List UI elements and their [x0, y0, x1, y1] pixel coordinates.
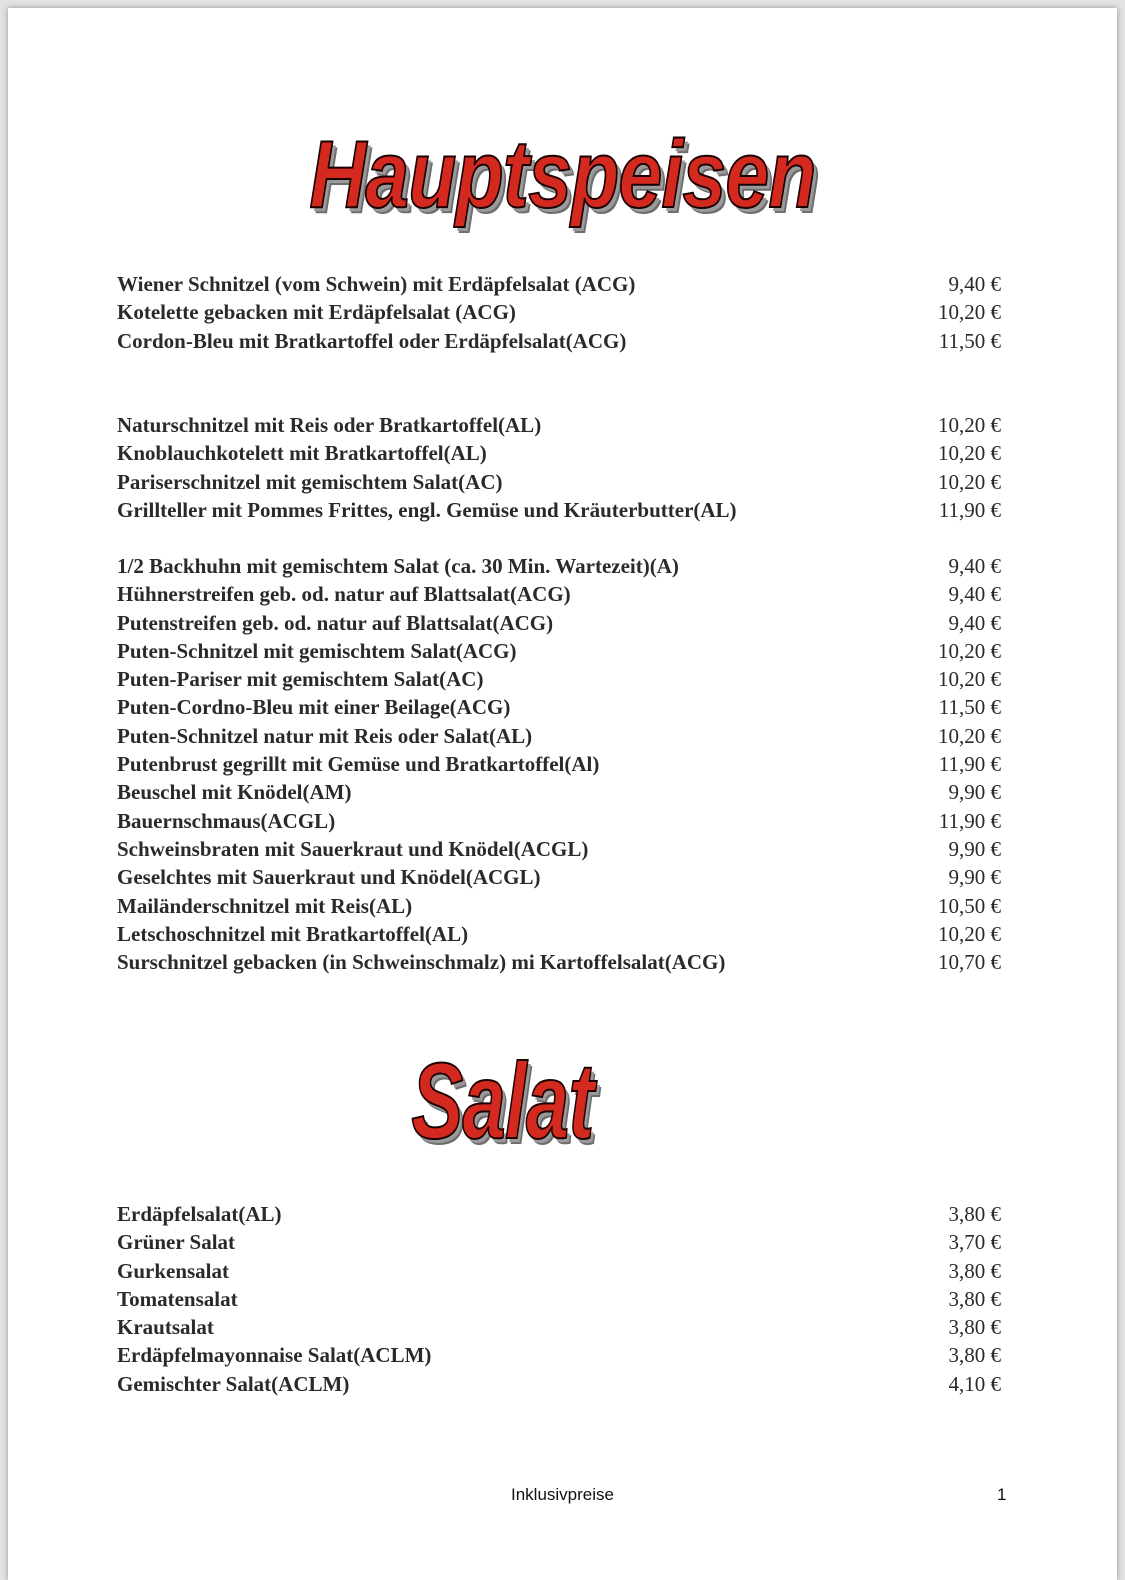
menu-item-name: Erdäpfelsalat(AL) [117, 1202, 282, 1226]
menu-item [117, 1315, 1001, 1343]
menu-item-price: 10,20 € [938, 300, 1001, 325]
menu-item-price: 3,80 € [948, 1343, 1001, 1368]
menu-item [117, 413, 1001, 441]
menu-item [117, 582, 1001, 610]
menu-item-name: 1/2 Backhuhn mit gemischtem Salat (ca. 30 Min. Wartezeit)(A) [117, 554, 679, 578]
menu-item-price: 10,20 € [938, 441, 1001, 466]
menu-item-name: Letschoschnitzel mit Bratkartoffel(AL) [117, 921, 469, 946]
menu-item-name: Beuschel mit Knödel(AM) [117, 780, 352, 805]
menu-item [117, 300, 1001, 328]
page-number: 1 [997, 1485, 1007, 1504]
menu-item [117, 695, 1001, 723]
menu-item [117, 837, 1001, 865]
menu-item [117, 1259, 1001, 1287]
menu-item-name: Puten-Schnitzel natur mit Reis oder Salat(AL) [117, 723, 533, 748]
menu-item-name: Gemischter Salat(ACLM) [117, 1371, 350, 1396]
menu-item-price: 9,40 € [948, 610, 1001, 635]
menu-item [117, 441, 1001, 469]
menu-item-price: 10,50 € [938, 893, 1001, 918]
menu-item-name: Putenbrust gegrillt mit Gemüse und Bratkartoffel(Al) [117, 752, 600, 777]
menu-item [117, 272, 1001, 300]
menu-group-natur [117, 413, 1001, 526]
menu-item-price: 3,80 € [948, 1258, 1001, 1283]
menu-item [117, 1343, 1001, 1371]
menu-item [117, 922, 1001, 950]
menu-item [117, 639, 1001, 667]
menu-item-name: Krautsalat [117, 1315, 214, 1340]
menu-item-price: 10,20 € [938, 469, 1001, 494]
menu-item [117, 611, 1001, 639]
menu-item-price: 3,80 € [948, 1202, 1001, 1226]
heading-salat: Salat [411, 1040, 594, 1161]
footer-note: Inklusivpreise [511, 1485, 614, 1504]
menu-item-price: 9,40 € [948, 554, 1001, 578]
menu-item-price: 3,80 € [948, 1286, 1001, 1311]
menu-item-price: 3,80 € [948, 1315, 1001, 1340]
menu-item [117, 780, 1001, 808]
menu-item-name: Pariserschnitzel mit gemischtem Salat(AC) [117, 469, 503, 494]
menu-item-price: 10,20 € [938, 667, 1001, 692]
menu-item-price: 11,50 € [938, 328, 1001, 353]
menu-item [117, 498, 1001, 526]
menu-item-name: Gurkensalat [117, 1258, 230, 1283]
menu-item [117, 894, 1001, 922]
menu-item-name: Puten-Cordno-Bleu mit einer Beilage(ACG) [117, 695, 511, 720]
menu-item [117, 554, 1001, 582]
menu-item-price: 11,50 € [938, 695, 1001, 720]
menu-item-price: 10,20 € [938, 413, 1001, 437]
menu-item-price: 10,70 € [938, 950, 1001, 975]
menu-item-name: Surschnitzel gebacken (in Schweinschmalz) mi Kartoffelsalat(ACG) [117, 950, 726, 975]
menu-item-price: 4,10 € [948, 1371, 1001, 1396]
menu-item-name: Naturschnitzel mit Reis oder Bratkartoffel(AL) [117, 413, 542, 437]
menu-item-price: 10,20 € [938, 723, 1001, 748]
menu-item [117, 724, 1001, 752]
menu-item-price: 3,70 € [948, 1230, 1001, 1255]
menu-item-price: 11,90 € [938, 752, 1001, 777]
menu-item-price: 11,90 € [938, 497, 1001, 522]
menu-item-name: Knoblauchkotelett mit Bratkartoffel(AL) [117, 441, 487, 466]
menu-item [117, 809, 1001, 837]
menu-item-name: Kotelette gebacken mit Erdäpfelsalat (ACG) [117, 300, 516, 325]
menu-item [117, 1230, 1001, 1258]
menu-item-name: Puten-Schnitzel mit gemischtem Salat(ACG) [117, 638, 517, 663]
menu-item-name: Hühnerstreifen geb. od. natur auf Blattsalat(ACG) [117, 582, 571, 607]
menu-group-schnitzel [117, 272, 1001, 357]
menu-item-name: Grüner Salat [117, 1230, 236, 1255]
menu-item [117, 752, 1001, 780]
menu-item-price: 10,20 € [938, 638, 1001, 663]
menu-item [117, 667, 1001, 695]
menu-item-name: Bauernschmaus(ACGL) [117, 808, 336, 833]
menu-item-name: Mailänderschnitzel mit Reis(AL) [117, 893, 413, 918]
menu-item-price: 9,90 € [948, 865, 1001, 890]
menu-item-name: Cordon-Bleu mit Bratkartoffel oder Erdäpfelsalat(ACG) [117, 328, 627, 353]
menu-item-price: 9,90 € [948, 780, 1001, 805]
menu-item [117, 950, 1001, 978]
menu-item-price: 11,90 € [938, 808, 1001, 833]
menu-item-price: 9,40 € [948, 582, 1001, 607]
menu-group-salat [117, 1202, 1001, 1400]
menu-item-price: 9,40 € [948, 272, 1001, 296]
heading-hauptspeisen: Hauptspeisen [309, 121, 816, 228]
menu-item [117, 1372, 1001, 1400]
menu-item-price: 9,90 € [948, 836, 1001, 861]
menu-item-name: Geselchtes mit Sauerkraut und Knödel(ACGL) [117, 865, 541, 890]
menu-item [117, 329, 1001, 357]
menu-item [117, 865, 1001, 893]
menu-group-gefluegel-und-mehr [117, 554, 1001, 978]
menu-item-name: Grillteller mit Pommes Frittes, engl. Gemüse und Kräuterbutter(AL) [117, 497, 737, 522]
menu-item [117, 470, 1001, 498]
menu-item [117, 1202, 1001, 1230]
menu-item-name: Erdäpfelmayonnaise Salat(ACLM) [117, 1343, 432, 1368]
menu-item-name: Tomatensalat [117, 1286, 238, 1311]
menu-item [117, 1287, 1001, 1315]
document-page [8, 8, 1117, 1580]
menu-item-name: Wiener Schnitzel (vom Schwein) mit Erdäpfelsalat (ACG) [117, 272, 636, 296]
menu-item-name: Putenstreifen geb. od. natur auf Blattsalat(ACG) [117, 610, 554, 635]
menu-item-name: Puten-Pariser mit gemischtem Salat(AC) [117, 667, 484, 692]
menu-item-price: 10,20 € [938, 921, 1001, 946]
menu-item-name: Schweinsbraten mit Sauerkraut und Knödel(ACGL) [117, 836, 589, 861]
